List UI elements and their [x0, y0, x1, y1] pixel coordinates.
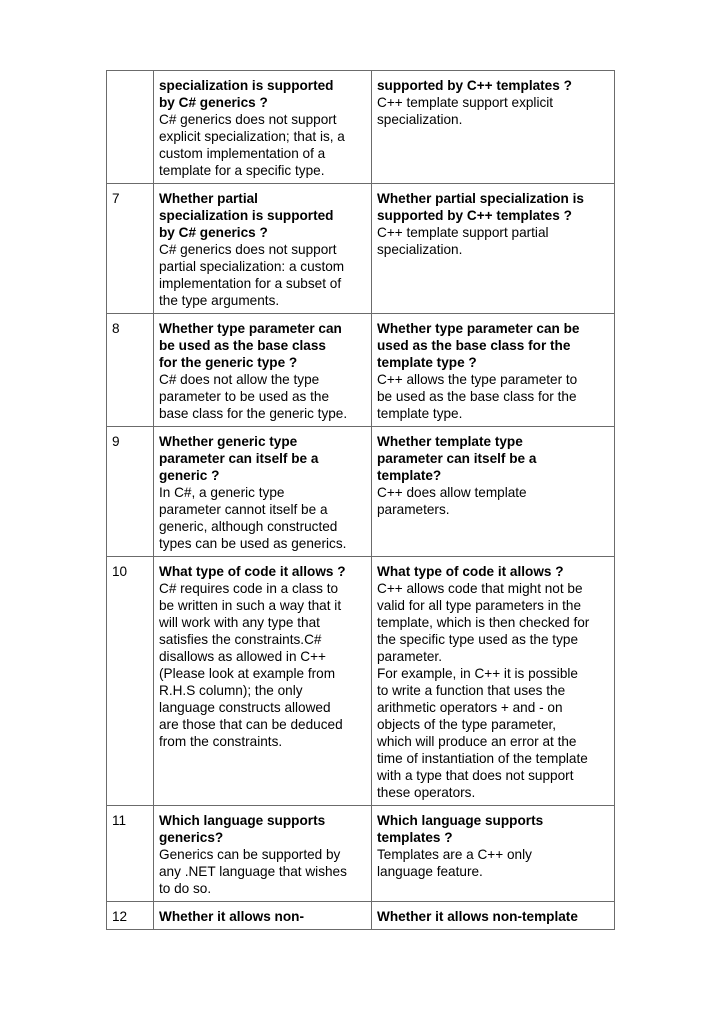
answer-text-line: C# does not allow the type — [159, 372, 320, 387]
question-heading-line: Whether it allows non- — [159, 909, 304, 924]
cpp-templates-cell — [372, 184, 615, 314]
question-heading-line: by C# generics ? — [159, 225, 268, 240]
question-heading-line: Whether it allows non-template — [377, 909, 578, 924]
table-row — [107, 71, 615, 184]
answer-text-line: parameters. — [377, 502, 450, 517]
question-heading-line: What type of code it allows ? — [377, 564, 564, 579]
table-row — [107, 806, 615, 902]
answer-text-line: template, which is then checked for — [377, 615, 590, 630]
answer-text-line: language feature. — [377, 864, 483, 879]
question-heading-line: What type of code it allows ? — [159, 564, 346, 579]
answer-text-line: specialization. — [377, 112, 463, 127]
csharp-generics-cell — [154, 427, 372, 557]
cpp-templates-cell — [372, 557, 615, 806]
answer-text-line: be used as the base class for the — [377, 389, 577, 404]
answer-text-line: parameter to be used as the — [159, 389, 330, 404]
row-number-cell: 7 — [107, 184, 154, 314]
csharp-generics-cell — [154, 71, 372, 184]
answer-text-line: the specific type used as the type — [377, 632, 579, 647]
question-heading-line: be used as the base class — [159, 338, 326, 353]
table-row — [107, 902, 615, 930]
answer-text-line: objects of the type parameter, — [377, 717, 557, 732]
answer-text-line: C++ template support partial — [377, 225, 549, 240]
table-row — [107, 184, 615, 314]
question-heading-line: parameter can itself be a — [159, 451, 319, 466]
answer-text-line: C++ allows code that might not be — [377, 581, 583, 596]
csharp-generics-cell — [154, 557, 372, 806]
row-number-cell — [107, 71, 154, 184]
answer-text-line: base class for the generic type. — [159, 406, 348, 421]
question-heading-line: Whether type parameter can — [159, 321, 342, 336]
cpp-templates-cell — [372, 427, 615, 557]
cpp-templates-cell — [372, 71, 615, 184]
answer-text-line: In C#, a generic type — [159, 485, 285, 500]
question-heading-line: supported by C++ templates ? — [377, 78, 572, 93]
csharp-generics-cell — [154, 806, 372, 902]
answer-text-line: (Please look at example from — [159, 666, 336, 681]
question-heading-line: by C# generics ? — [159, 95, 268, 110]
question-heading-line: Which language supports — [377, 813, 544, 828]
cpp-templates-cell — [372, 314, 615, 427]
answer-text-line: C++ template support explicit — [377, 95, 554, 110]
comparison-table — [106, 70, 615, 930]
table-row — [107, 427, 615, 557]
row-number-cell: 11 — [107, 806, 154, 902]
answer-text-line: generic, although constructed — [159, 519, 338, 534]
cpp-templates-cell — [372, 902, 615, 930]
answer-text-line: parameter. — [377, 649, 442, 664]
answer-text-line: partial specialization: a custom — [159, 259, 345, 274]
answer-text-line: C# requires code in a class to — [159, 581, 339, 596]
question-heading-line: specialization is supported — [159, 208, 334, 223]
answer-text-line: with a type that does not support — [377, 768, 574, 783]
row-number-cell: 9 — [107, 427, 154, 557]
answer-text-line: which will produce an error at the — [377, 734, 577, 749]
row-number-cell: 10 — [107, 557, 154, 806]
question-heading-line: generics? — [159, 830, 224, 845]
question-heading-line: Which language supports — [159, 813, 326, 828]
answer-text-line: template type. — [377, 406, 463, 421]
answer-text-line: to do so. — [159, 881, 212, 896]
question-heading-line: Whether partial — [159, 191, 258, 206]
csharp-generics-cell — [154, 902, 372, 930]
question-heading-line: Whether type parameter can be — [377, 321, 580, 336]
answer-text-line: time of instantiation of the template — [377, 751, 588, 766]
answer-text-line: the type arguments. — [159, 293, 280, 308]
answer-text-line: C++ does allow template — [377, 485, 527, 500]
answer-text-line: satisfies the constraints.C# — [159, 632, 322, 647]
csharp-generics-cell — [154, 184, 372, 314]
table-row — [107, 557, 615, 806]
answer-text-line: R.H.S column); the only — [159, 683, 303, 698]
question-heading-line: template type ? — [377, 355, 477, 370]
answer-text-line: Templates are a C++ only — [377, 847, 532, 862]
answer-text-line: language constructs allowed — [159, 700, 331, 715]
question-heading-line: templates ? — [377, 830, 453, 845]
answer-text-line: template for a specific type. — [159, 163, 325, 178]
answer-text-line: be written in such a way that it — [159, 598, 342, 613]
answer-text-line: any .NET language that wishes — [159, 864, 347, 879]
answer-text-line: arithmetic operators + and - on — [377, 700, 563, 715]
question-heading-line: generic ? — [159, 468, 220, 483]
answer-text-line: valid for all type parameters in the — [377, 598, 582, 613]
answer-text-line: custom implementation of a — [159, 146, 326, 161]
answer-text-line: are those that can be deduced — [159, 717, 343, 732]
csharp-generics-cell — [154, 314, 372, 427]
question-heading-line: Whether partial specialization is — [377, 191, 584, 206]
answer-text-line: For example, in C++ it is possible — [377, 666, 578, 681]
answer-text-line: Generics can be supported by — [159, 847, 341, 862]
question-heading-line: supported by C++ templates ? — [377, 208, 572, 223]
question-heading-line: specialization is supported — [159, 78, 334, 93]
answer-text-line: C++ allows the type parameter to — [377, 372, 578, 387]
question-heading-line: parameter can itself be a — [377, 451, 537, 466]
answer-text-line: implementation for a subset of — [159, 276, 342, 291]
row-number-cell: 8 — [107, 314, 154, 427]
question-heading-line: template? — [377, 468, 442, 483]
answer-text-line: disallows as allowed in C++ — [159, 649, 326, 664]
answer-text-line: C# generics does not support — [159, 112, 337, 127]
row-number-cell: 12 — [107, 902, 154, 930]
answer-text-line: will work with any type that — [159, 615, 320, 630]
answer-text-line: these operators. — [377, 785, 476, 800]
table-row — [107, 314, 615, 427]
table-body — [107, 71, 615, 930]
question-heading-line: used as the base class for the — [377, 338, 571, 353]
answer-text-line: types can be used as generics. — [159, 536, 347, 551]
answer-text-line: from the constraints. — [159, 734, 283, 749]
answer-text-line: explicit specialization; that is, a — [159, 129, 345, 144]
answer-text-line: C# generics does not support — [159, 242, 337, 257]
answer-text-line: to write a function that uses the — [377, 683, 566, 698]
answer-text-line: specialization. — [377, 242, 463, 257]
cpp-templates-cell — [372, 806, 615, 902]
question-heading-line: for the generic type ? — [159, 355, 298, 370]
answer-text-line: parameter cannot itself be a — [159, 502, 328, 517]
question-heading-line: Whether generic type — [159, 434, 298, 449]
question-heading-line: Whether template type — [377, 434, 523, 449]
